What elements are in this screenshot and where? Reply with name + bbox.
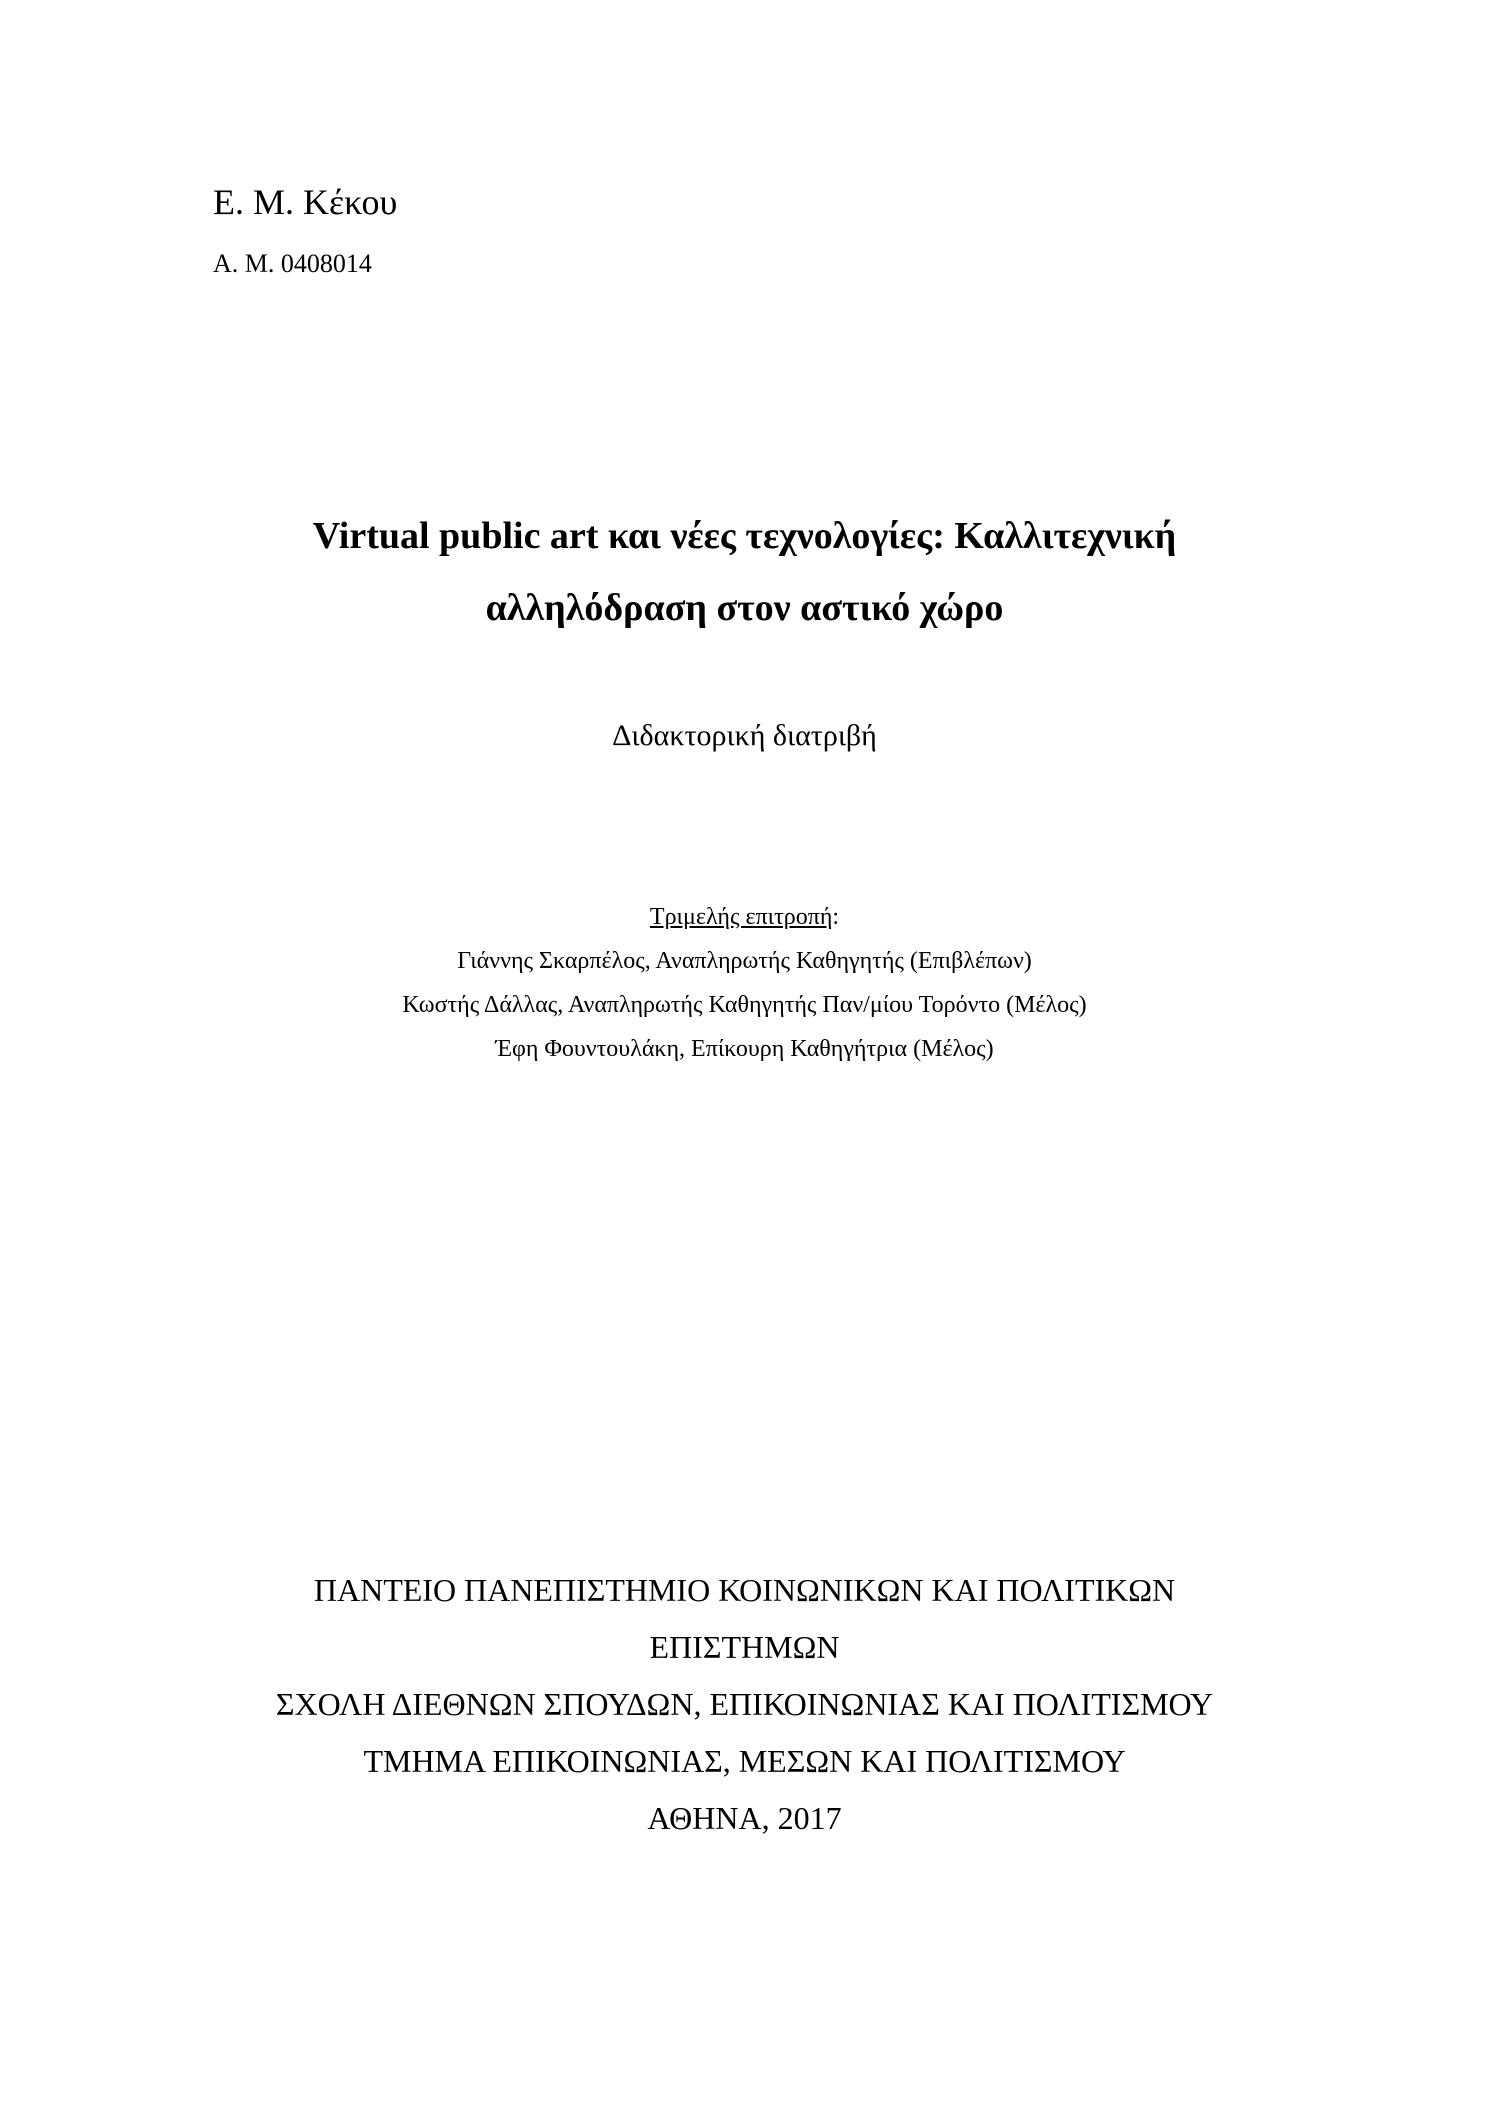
committee-member: Κωστής Δάλλας, Αναπληρωτής Καθηγητής Παν/μίου Τορόντο (Μέλος): [402, 992, 1087, 1018]
document-type: Διδακτορική διατριβή: [612, 719, 877, 752]
thesis-title-line-1: Virtual public art και νέες τεχνολογίες: Καλλιτεχνική: [312, 515, 1177, 557]
committee-member: Γιάννης Σκαρπέλος, Αναπληρωτής Καθηγητής (Επιβλέπων): [457, 948, 1032, 974]
committee-heading: [0, 895, 1489, 939]
institution-block: [0, 1562, 1489, 1847]
university-line-1: ΠΑΝΤΕΙΟ ΠΑΝΕΠΙΣΤΗΜΙΟ ΚΟΙΝΩΝΙΚΩΝ ΚΑΙ ΠΟΛΙΤΙΚΩΝ: [313, 1572, 1176, 1608]
thesis-title: [0, 500, 1489, 644]
city-year: ΑΘΗΝΑ, 2017: [647, 1800, 842, 1836]
department-name: ΤΜΗΜΑ ΕΠΙΚΟΙΝΩΝΙΑΣ, ΜΕΣΩΝ ΚΑΙ ΠΟΛΙΤΙΣΜΟΥ: [363, 1743, 1126, 1779]
school-name: ΣΧΟΛΗ ΔΙΕΘΝΩΝ ΣΠΟΥΔΩΝ, ΕΠΙΚΟΙΝΩΝΙΑΣ ΚΑΙ ΠΟΛΙΤΙΣΜΟΥ: [275, 1686, 1214, 1722]
thesis-title-line-2: αλληλόδραση στον αστικό χώρο: [485, 587, 1004, 629]
author-name: Ε. Μ. Κέκου: [213, 182, 398, 222]
committee-heading-colon: :: [832, 904, 840, 930]
committee-heading-text: Τριμελής επιτροπή: [649, 904, 833, 930]
student-id: Α. Μ. 0408014: [213, 249, 372, 278]
university-line-2: ΕΠΙΣΤΗΜΩΝ: [649, 1629, 840, 1665]
committee-section: [0, 895, 1489, 1071]
committee-member: Έφη Φουντουλάκη, Επίκουρη Καθηγήτρια (Μέλος): [495, 1036, 994, 1062]
